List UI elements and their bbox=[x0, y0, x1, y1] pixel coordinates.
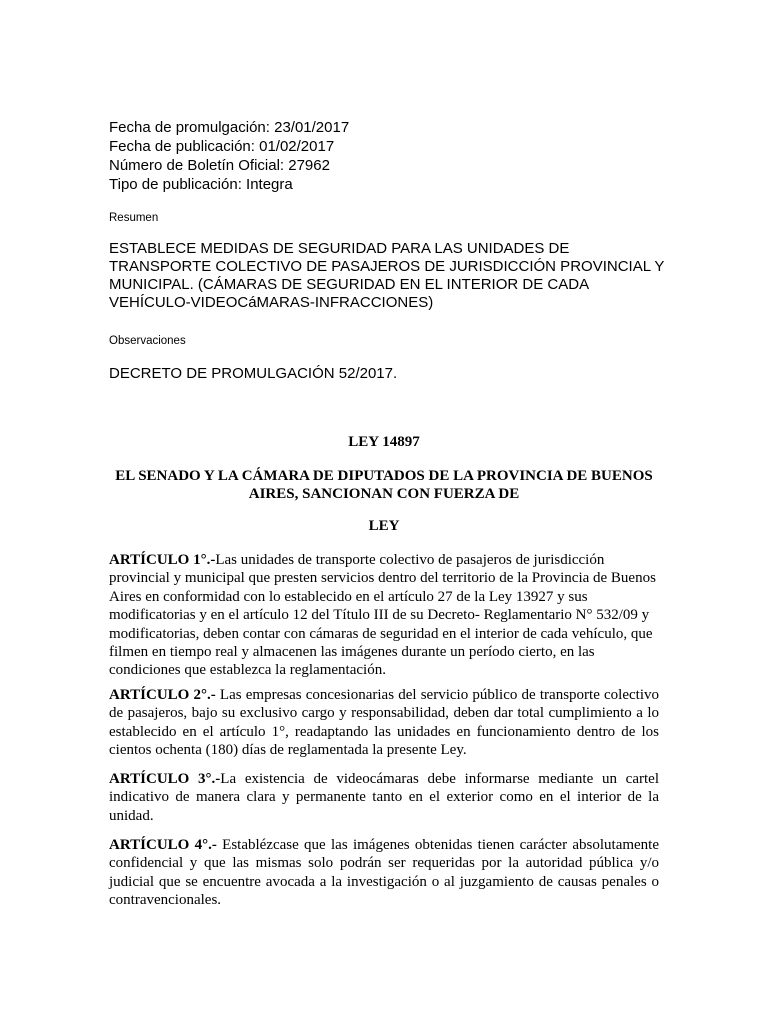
article-4 bbox=[109, 836, 659, 910]
summary-label: Resumen bbox=[109, 212, 159, 224]
article-2 bbox=[109, 686, 659, 760]
article-heading: ARTÍCULO 2°.- bbox=[109, 687, 216, 703]
observations-text: DECRETO DE PROMULGACIÓN 52/2017. bbox=[109, 365, 398, 382]
law-title: LEY 14897 bbox=[348, 434, 420, 450]
article-text: Las empresas concesionarias del servicio público de transporte colectivo de pasajeros, bajo su exclusivo cargo y responsabilidad, deben dar total cumplimiento a lo establecido en el artículo 1°, readaptando las unidades en funcionamiento dentro de los cientos ochenta (180) días de reglamentada la presente Ley. bbox=[109, 687, 659, 759]
publication-date: Fecha de publicación: 01/02/2017 bbox=[109, 138, 335, 155]
article-heading: ARTÍCULO 1°.- bbox=[109, 552, 216, 568]
publication-type: Tipo de publicación: Integra bbox=[109, 176, 293, 193]
summary-text: ESTABLECE MEDIDAS DE SEGURIDAD PARA LAS UNIDADES DE TRANSPORTE COLECTIVO DE PASAJEROS DE JURISDICCIÓN PROVINCIAL Y MUNICIPAL. (CÁMARAS DE SEGURIDAD EN EL INTERIOR DE CADA VEHÍCULO-VIDEOCáMARAS-INFRACCIONES) bbox=[109, 240, 665, 311]
observations-label: Observaciones bbox=[109, 335, 186, 347]
article-1 bbox=[109, 551, 659, 680]
promulgation-date: Fecha de promulgación: 23/01/2017 bbox=[109, 119, 350, 136]
bulletin-number: Número de Boletín Oficial: 27962 bbox=[109, 157, 330, 174]
article-text: Establézcase que las imágenes obtenidas tienen carácter absolutamente confidencial y que las mismas solo podrán ser requeridas por la autoridad pública y/o judicial que se encuentre avocada a la investigación o al juzgamiento de causas penales o contravencionales. bbox=[109, 837, 659, 909]
article-text: La existencia de videocámaras debe informarse mediante un cartel indicativo de manera clara y permanente tanto en el exterior como en el interior de la unidad. bbox=[109, 771, 659, 824]
enactment-clause: EL SENADO Y LA CÁMARA DE DIPUTADOS DE LA PROVINCIA DE BUENOS AIRES, SANCIONAN CON FUERZA DE bbox=[115, 468, 653, 502]
article-heading: ARTÍCULO 4°.- bbox=[109, 837, 217, 853]
publication-metadata bbox=[109, 118, 349, 194]
article-text: Las unidades de transporte colectivo de pasajeros de jurisdicción provincial y municipal que presten servicios dentro del territorio de la Provincia de Buenos Aires en conformidad con lo establecido en el artículo 27 de la Ley 13927 y sus modificatorias y en el artículo 12 del Título III de su Decreto- Reglamentario N° 532/09 y modificatorias, deben contar con cámaras de seguridad en el interior de cada vehículo, que filmen en tiempo real y almacenen las imágenes durante un período cierto, en las condiciones que establezca la reglamentación. bbox=[109, 552, 656, 679]
law-word: LEY bbox=[368, 518, 400, 534]
article-heading: ARTÍCULO 3°.- bbox=[109, 771, 221, 787]
article-3 bbox=[109, 770, 659, 825]
